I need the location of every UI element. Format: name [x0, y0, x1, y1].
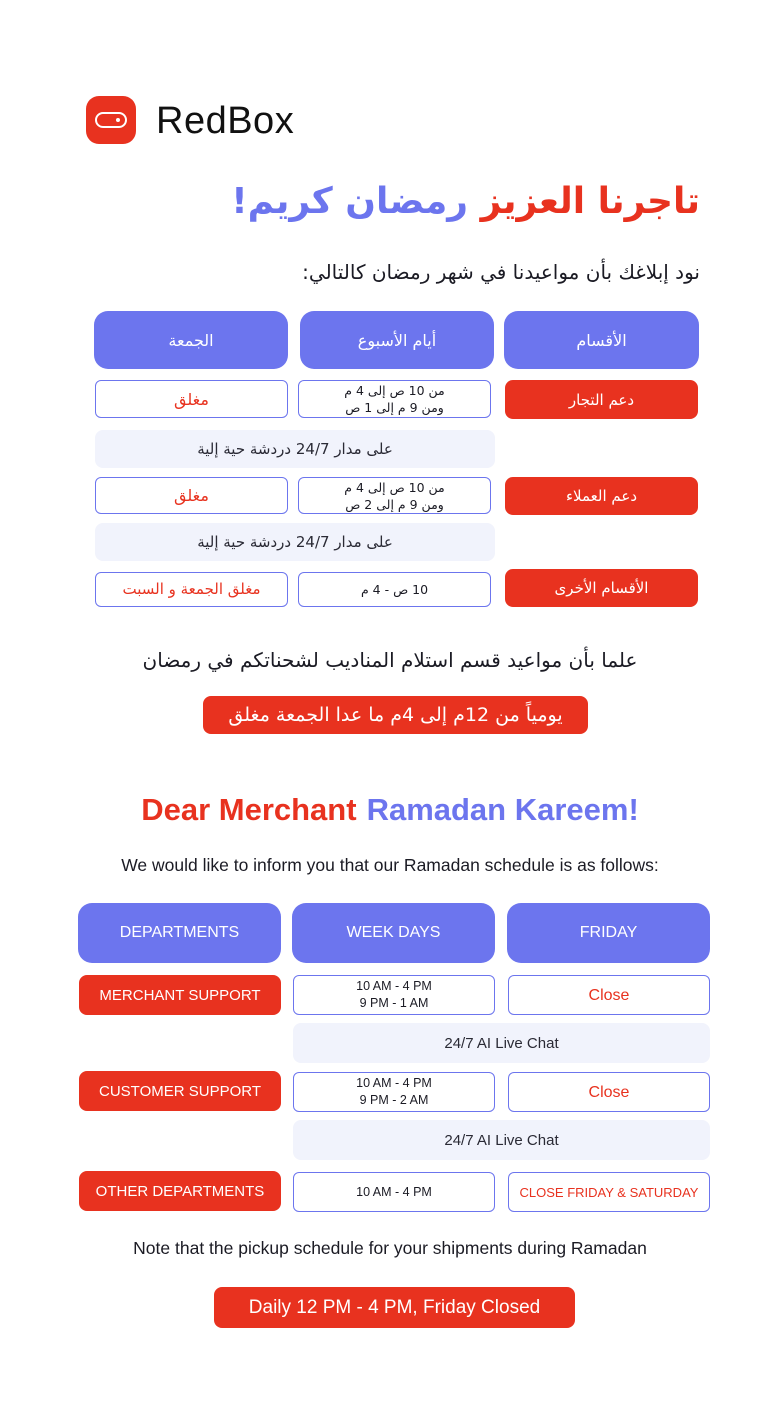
arabic-intro: نود إبلاغك بأن مواعيدنا في شهر رمضان كالتالي: — [302, 260, 700, 284]
arabic-dept-customer: دعم العملاء — [505, 477, 698, 515]
weekdays-line2: 9 PM - 2 AM — [359, 1093, 429, 1107]
brand-name: RedBox — [156, 100, 295, 142]
arabic-weekdays-other — [298, 572, 491, 607]
english-dept-other: OTHER DEPARTMENTS — [79, 1171, 281, 1211]
arabic-header-friday: الجمعة — [94, 311, 288, 369]
weekdays-line2: ومن 9 م إلى 1 ص — [345, 400, 444, 415]
english-dept-customer: CUSTOMER SUPPORT — [79, 1071, 281, 1111]
english-weekdays-other — [293, 1172, 495, 1212]
english-pickup-schedule: Daily 12 PM - 4 PM, Friday Closed — [214, 1287, 575, 1328]
english-title — [60, 785, 720, 835]
arabic-weekdays-customer — [298, 477, 491, 514]
english-weekdays-merchant — [293, 975, 495, 1015]
arabic-pickup-note: علما بأن مواعيد قسم استلام المناديب لشحناتكم في رمضان — [142, 648, 638, 672]
arabic-dept-other: الأقسام الأخرى — [505, 569, 698, 607]
arabic-friday-merchant: مغلق — [95, 380, 288, 418]
box-icon — [86, 96, 136, 144]
arabic-friday-customer: مغلق — [95, 477, 288, 514]
english-dept-merchant: MERCHANT SUPPORT — [79, 975, 281, 1015]
weekdays-line1: 10 ص - 4 م — [360, 582, 429, 597]
weekdays-line1: 10 AM - 4 PM — [356, 979, 432, 993]
english-pickup-note: Note that the pickup schedule for your shipments during Ramadan — [133, 1238, 647, 1258]
english-intro: We would like to inform you that our Ramadan schedule is as follows: — [121, 855, 659, 875]
arabic-title-highlight: تاجرنا العزيز — [480, 181, 700, 222]
arabic-pickup-schedule: يومياً من 12م إلى 4م ما عدا الجمعة مغلق — [203, 696, 588, 734]
english-title-rest: Ramadan Kareem! — [366, 792, 639, 827]
arabic-title-rest: رمضان كريم! — [231, 181, 469, 222]
english-header-weekdays: WEEK DAYS — [292, 903, 495, 963]
english-friday-merchant: Close — [508, 975, 710, 1015]
arabic-dept-merchant: دعم التجار — [505, 380, 698, 419]
english-friday-customer: Close — [508, 1072, 710, 1112]
weekdays-line1: 10 AM - 4 PM — [356, 1184, 432, 1199]
english-header-departments: DEPARTMENTS — [78, 903, 281, 963]
arabic-chat-merchant: على مدار 24/7 دردشة حية إلية — [95, 430, 495, 468]
weekdays-line1: 10 AM - 4 PM — [356, 1076, 432, 1090]
english-title-highlight: Dear Merchant — [141, 792, 357, 827]
english-weekdays-customer — [293, 1072, 495, 1112]
english-friday-other: CLOSE FRIDAY & SATURDAY — [508, 1172, 710, 1212]
english-chat-customer: 24/7 AI Live Chat — [293, 1120, 710, 1160]
weekdays-line1: من 10 ص إلى 4 م — [344, 383, 445, 398]
arabic-friday-other: مغلق الجمعة و السبت — [95, 572, 288, 607]
arabic-chat-customer: على مدار 24/7 دردشة حية إلية — [95, 523, 495, 561]
arabic-header-departments: الأقسام — [504, 311, 699, 369]
weekdays-line2: ومن 9 م إلى 2 ص — [345, 496, 444, 512]
weekdays-line1: من 10 ص إلى 4 م — [344, 479, 445, 495]
english-chat-merchant: 24/7 AI Live Chat — [293, 1023, 710, 1063]
arabic-header-weekdays: أيام الأسبوع — [300, 311, 494, 369]
arabic-weekdays-merchant — [298, 380, 491, 418]
arabic-title — [231, 172, 700, 232]
english-header-friday: FRIDAY — [507, 903, 710, 963]
weekdays-line2: 9 PM - 1 AM — [359, 996, 429, 1010]
